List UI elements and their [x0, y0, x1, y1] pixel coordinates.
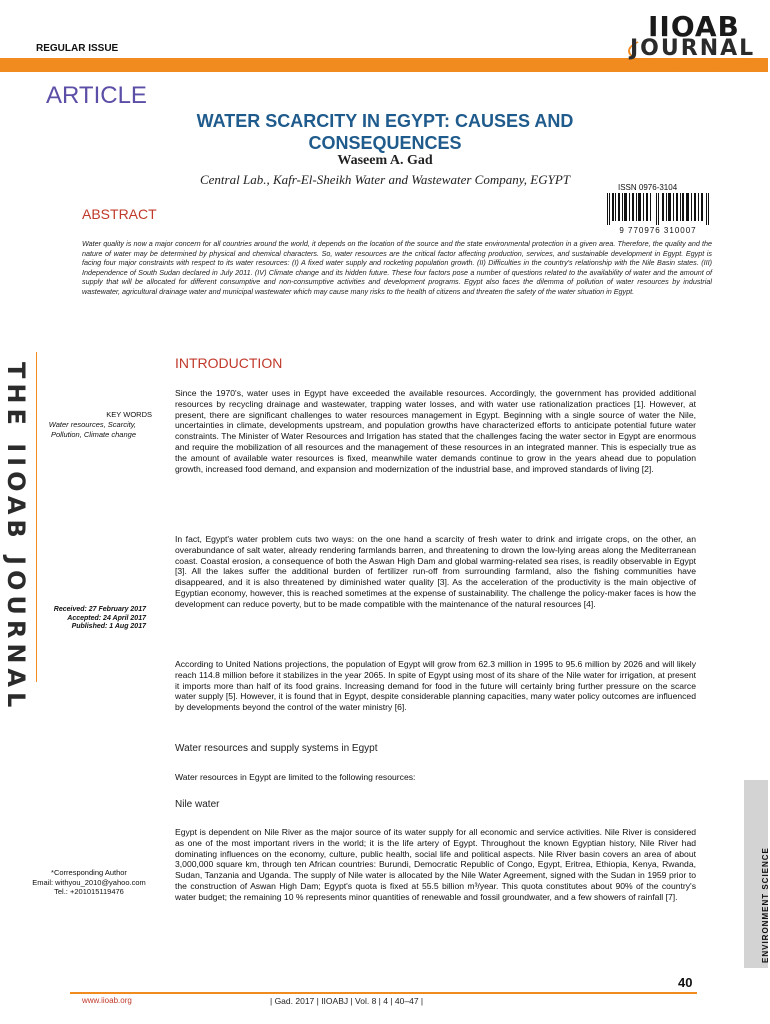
corresponding-author [20, 868, 158, 897]
corr-heading: *Corresponding Author [51, 868, 127, 877]
issue-label: REGULAR ISSUE [36, 43, 119, 54]
accepted-date: Accepted: 24 April 2017 [67, 614, 146, 622]
page-number: 40 [678, 975, 693, 990]
published-date: Published: 1 Aug 2017 [71, 623, 146, 631]
section-side-label: ENVIRONMENT SCIENCE [761, 847, 770, 963]
intro-paragraph-3: According to United Nations projections, the population of Egypt will grow from 62.3 million in 1995 to 95.6 million by 2026 and will likely reach 114.8 million before it stabilizes in the year 2065. In spite of Egypt using most of its share of the Nile water for irrigation, at present it imports more than half of its food grains. Increasing demand for food in the future will certainly bring further pressure on the scarce water supply [5]. However, it is found that in Egypt, despite considerable planning capacities, many water policy outcomes are influenced by developments beyond the control of the water ministry [6]. [175, 659, 696, 713]
journal-url-link[interactable]: www.iioab.org [82, 996, 132, 1005]
barcode-image [605, 193, 711, 225]
logo-text-line2: JOURNAL [630, 36, 756, 61]
barcode-number: 9 770976 310007 [619, 226, 697, 235]
author-name: Waseem A. Gad [337, 153, 433, 168]
keywords-list: Water resources, Scarcity, Pollution, Climate change [48, 420, 136, 439]
intro-paragraph-1: Since the 1970's, water uses in Egypt have exceeded the available resources. Accordingly, the government has provided additional resources by recycling drainage and wastewater, trapping water losses, and with water use rationalization practices [1]. However, at present, there are significant challenges to water resources management in Egypt. Beginning with a single source of water the Nile, uncertainties in climate, developments upstream, and population growths have characterized efforts to anticipate potential future water constraints. The Minister of Water Resources and Irrigation has stated that the challenges facing the water sector in Egypt are enormous and require the mobilization of all resources and the management of these resources in an integrated manner. This is especially true as the amount of available water resources is fixed, meanwhile water demands continue to grow in the years ahead due to population growth, increased food demand, and expansion and modernization of the industrial base, and improved standards of living [2]. [175, 388, 696, 474]
logo-text-line1: IIOAB [648, 10, 740, 43]
introduction-heading: INTRODUCTION [175, 355, 283, 371]
keywords-heading: KEY WORDS [106, 410, 152, 419]
author-affiliation: Central Lab., Kafr-El-Sheikh Water and Wastewater Company, EGYPT [199, 172, 570, 187]
section-side-tab [744, 780, 768, 968]
subheading-nile-water: Nile water [175, 799, 220, 810]
paper-title: WATER SCARCITY IN EGYPT: CAUSES AND CONSEQUENCES [196, 111, 574, 153]
corr-tel: Tel.: +201015119476 [54, 887, 124, 896]
intro-paragraph-2: In fact, Egypt's water problem cuts two ways: on the one hand a scarcity of fresh water to drink and irrigate crops, on the other, an overabundance of salt water, already rendering farmlands barren, and threatening to drown the low-lying areas along the Mediterranean coast. Coastal erosion, a consequence of both the Aswan High Dam and global warming-related sea rises, is readily observable in Egypt [3]. All the lakes suffer the additional burden of fertilizer run-off from surrounding farmland, also the fishing communities have disappeared, and it is also threatened by diminished water quality [3]. As the acceleration of the productivity is the main objective of Egyptian economy, however, this is reached sometimes at the expense of sustainability. The challenge the policy-maker faces is how the development can reduce poverty, but to be made compatible with the maintenance of the natural resources [4]. [175, 534, 696, 609]
footer-citation: | Gad. 2017 | IIOABJ | Vol. 8 | 4 | 40–47 | [270, 996, 424, 1006]
received-date: Received: 27 February 2017 [53, 606, 146, 613]
abstract-text: Water quality is now a major concern for all countries around the world, it depends on the location of the source and the state environmental protection in a given area. Therefore, the quality and the nature of water may be determined by physical and chemical characters. So, water resources are the critical factor affecting production, services, and sustainable development in Egypt. Egypt is facing four major constraints with respect to its water resources: (I) A fixed water supply and rocketing population growth. (II) Difficulties in the country's relationship with the Nile Basin states. (III) Independence of South Sudan declared in July 2011. (IV) Climate change and its hidden future. These four factors pose a number of questions related to the availability of water and the amount of supply that will be allocated for different consumptive and non-consumptive activities and development programs. Egypt also faces the dilemma of pollution of water resources by industrial wastewater, agricultural drainage water and municipal wastewater which may cause many risks to the health of citizens and threaten the safety of the water situation in Egypt. [82, 239, 712, 296]
footer-rule [70, 992, 697, 994]
publication-dates [30, 606, 146, 632]
corr-email[interactable]: Email: withyou_2010@yahoo.com [32, 877, 146, 887]
water-resources-paragraph: Water resources in Egypt are limited to the following resources: [175, 772, 416, 782]
abstract-heading: ABSTRACT [82, 206, 157, 222]
vertical-journal-text: THE IIOAB JOURNAL [2, 362, 30, 713]
issn-label: ISSN 0976-3104 [618, 183, 678, 192]
journal-logo [630, 10, 760, 64]
subheading-water-resources: Water resources and supply systems in Egypt [175, 743, 378, 754]
nile-water-paragraph: Egypt is dependent on Nile River as the major source of its water supply for all economic and service activities. Nile River is considered as one of the most important rivers in the world; it is the life artery of Egypt. Throughout the known Egyptian history, Nile River had dominating influences on the economy, culture, public health, social life and political aspects. Nile River basin covers an area of about 3,000,000 square km, through ten African countries: Burundi, Democratic Republic of Congo, Egypt, Eritrea, Ethiopia, Kenya, Rwanda, Sudan, Tanzania and Uganda. The supply of Nile water is allocated by the Nile Water Agreement, signed with the Sudan in 1959 prior to the construction of Aswan High Dam; Egypt's quota is fixed at 55.5 billion m³/year. This quota constitutes about 90% of the country's water budget; the remaining 10 % represents minor quantities of renewable and fossil groundwater, and a few showers of rainfall [7]. [175, 827, 696, 902]
article-label: ARTICLE [46, 82, 147, 109]
